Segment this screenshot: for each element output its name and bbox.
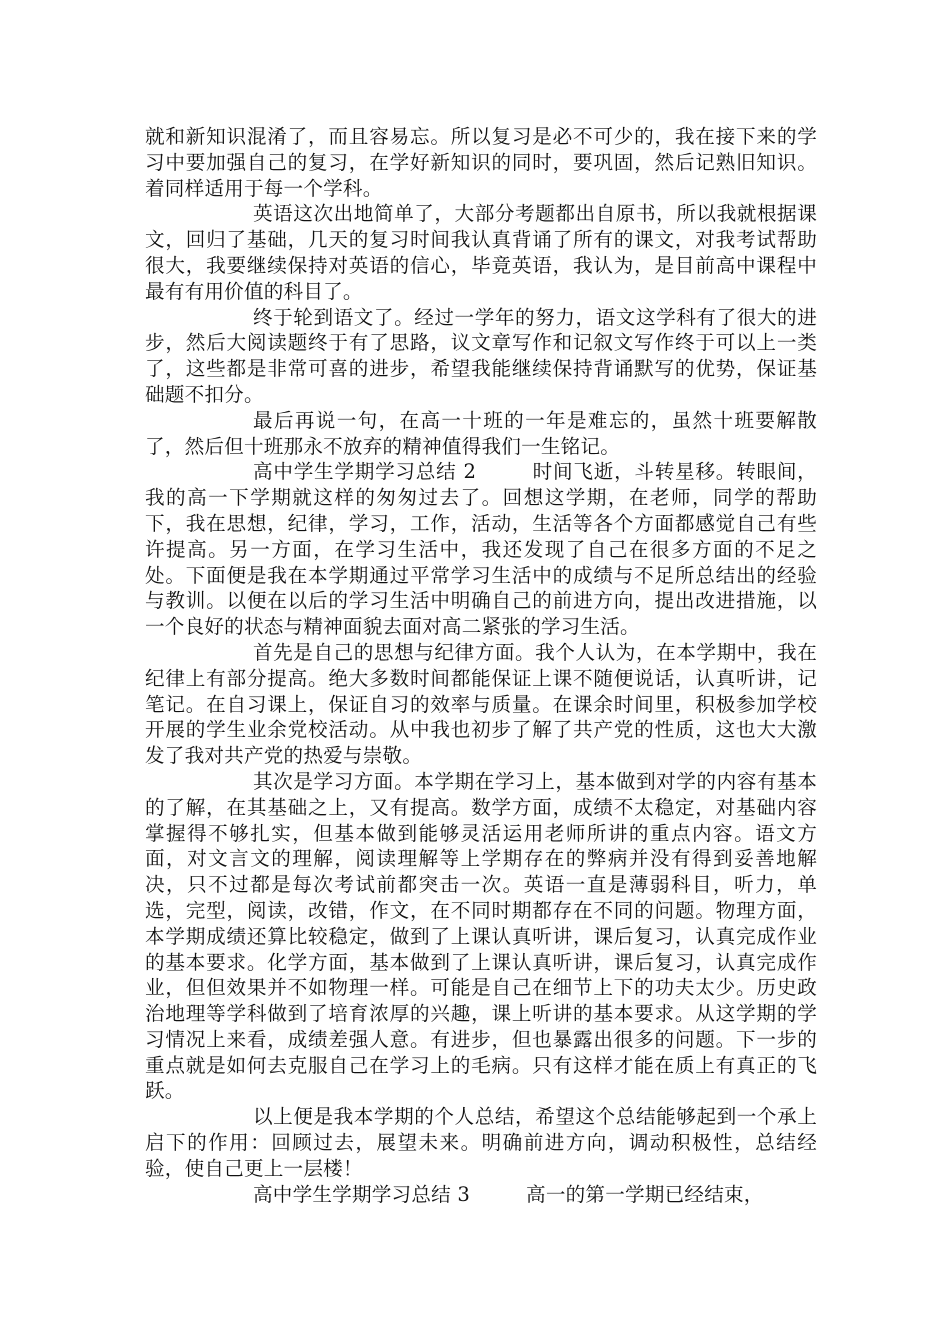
section-3-paragraph xyxy=(145,1182,817,1208)
paragraph: 最后再说一句，在高一十班的一年是难忘的，虽然十班要解散了，然后但十班那永不放弃的精神值得我们一生铭记。 xyxy=(145,408,817,458)
section-3-title: 高中学生学期学习总结 3 xyxy=(253,1182,471,1206)
paragraph: 就和新知识混淆了，而且容易忘。所以复习是必不可少的，我在接下来的学习中要加强自己的复习，在学好新知识的同时，要巩固，然后记熟旧知识。着同样适用于每一个学科。 xyxy=(145,125,817,200)
paragraph: 以上便是我本学期的个人总结，希望这个总结能够起到一个承上启下的作用：回顾过去，展望未来。明确前进方向，调动积极性，总结经验，使自己更上一层楼！ xyxy=(145,1105,817,1180)
section-2-paragraph xyxy=(145,459,817,640)
paragraph: 首先是自己的思想与纪律方面。我个人认为，在本学期中，我在纪律上有部分提高。绝大多数时间都能保证上课不随便说话，认真听讲，记笔记。在自习课上，保证自习的效率与质量。在课余时间里，积极参加学校开展的学生业余党校活动。从中我也初步了解了共产党的性质，这也大大激发了我对共产党的热爱与崇敬。 xyxy=(145,640,817,768)
paragraph: 英语这次出地简单了，大部分考题都出自原书，所以我就根据课文，回归了基础，几天的复习时间我认真背诵了所有的课文，对我考试帮助很大，我要继续保持对英语的信心，毕竟英语，我认为，是目前高中课程中最有有用价值的科目了。 xyxy=(145,202,817,303)
document-page xyxy=(145,124,817,1207)
paragraph: 其次是学习方面。本学期在学习上，基本做到对学的内容有基本的了解，在其基础之上，又有提高。数学方面，成绩不太稳定，对基础内容掌握得不够扎实，但基本做到能够灵活运用老师所讲的重点内容。语文方面，对文言文的理解，阅读理解等上学期存在的弊病并没有得到妥善地解决，只不过都是每次考试前都突击一次。英语一直是薄弱科目，听力，单选，完型，阅读，改错，作文，在不同时期都存在不同的问题。物理方面，本学期成绩还算比较稳定，做到了上课认真听讲，课后复习，认真完成作业的基本要求。化学方面，基本做到了上课认真听讲，课后复习，认真完成作业，但但效果并不如物理一样。可能是自己在细节上下的功夫太少。历史政治地理等学科做到了培育浓厚的兴趣，课上听讲的基本要求。从这学期的学习情况上来看，成绩差强人意。有进步，但也暴露出很多的问题。下一步的重点就是如何去克服自己在学习上的毛病。只有这样才能在质上有真正的飞跃。 xyxy=(145,769,817,1103)
section-2-body: 时间飞逝，斗转星移。转眼间，我的高一下学期就这样的匆匆过去了。回想这学期，在老师，同学的帮助下，我在思想，纪律，学习，工作，活动，生活等各个方面都感觉自己有些许提高。另一方面，在学习生活中，我还发现了自己在很多方面的不足之处。下面便是我在本学期通过平常学习生活中的成绩与不足所总结出的经验与教训。以便在以后的学习生活中明确自己的前进方向，提出改进措施，以一个良好的状态与精神面貌去面对高二紧张的学习生活。 xyxy=(145,460,817,639)
paragraph: 终于轮到语文了。经过一学年的努力，语文这学科有了很大的进步，然后大阅读题终于有了思路，议文章写作和记叙文写作终于可以上一类了，这些都是非常可喜的进步，希望我能继续保持背诵默写的优势，保证基础题不扣分。 xyxy=(145,305,817,406)
section-2-title: 高中学生学期学习总结 2 xyxy=(253,460,477,484)
section-3-body: 高一的第一学期已经结束， xyxy=(526,1182,764,1206)
